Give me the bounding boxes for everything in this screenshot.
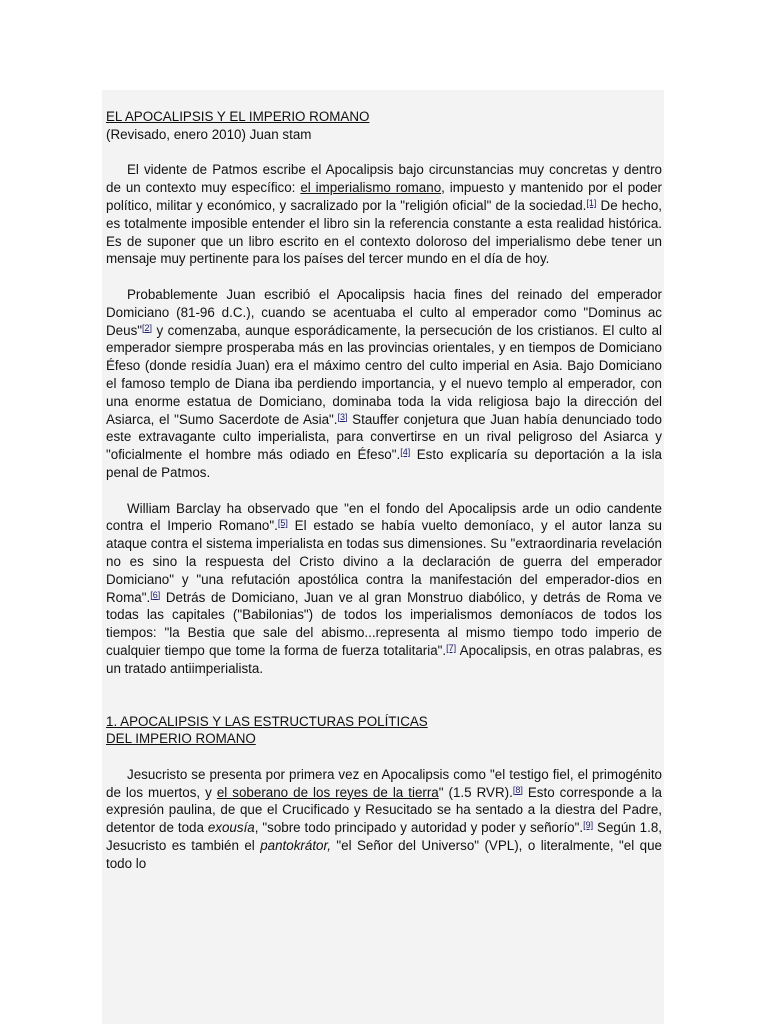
section-heading-line-2: DEL IMPERIO ROMANO (106, 731, 256, 747)
footnote-ref-3[interactable]: [3] (337, 411, 348, 422)
footnote-ref-6[interactable]: [6] (150, 589, 161, 600)
footnote-ref-7[interactable]: [7] (446, 642, 457, 653)
footnote-ref-1[interactable]: [1] (586, 197, 597, 208)
footnote-ref-2[interactable]: [2] (142, 322, 153, 333)
document-title: EL APOCALIPSIS Y EL IMPERIO ROMANO (106, 109, 370, 124)
paragraph-barclay: William Barclay ha observado que "en el fondo del Apocalipsis arde un odio candente contra el Imperio Romano".[5] El estado se había vuelto demoníaco, y el autor lanza su ataque contra el sistema imperialista en todas sus dimensiones. Su "extraordinaria revelación no es sino la respuesta del Cristo divino a la declaración de guerra del emperador Domiciano" y "una refutación apostólica contra la manifestación del emperador-dios en Roma".[6] Detrás de Domiciano, Juan ve al gran Monstruo diabólico, y detrás de Roma ve todas las capitales ("Babilonias") de todos los imperialismos demoníacos de todos los tiempos: "la Bestia que sale del abismo...representa al mismo tiempo todo imperio de cualquier tiempo que tome la forma de fuerza totalitaria".[7] Apocalipsis, en otras palabras, es un tratado antiimperialista. (106, 500, 662, 676)
paragraph-domiciano: Probablemente Juan escribió el Apocalipsis hacia fines del reinado del emperador Domiciano (81-96 d.C.), cuando se acentuaba el culto al emperador como "Dominus ac Deus"[2] y comenzaba, aunque esporádicamente, la persecución de los cristianos. El culto al emperador siempre prosperaba más en las provincias orientales, y en tiempos de Domiciano Éfeso (donde residía Juan) era el máximo centro del culto imperial en Asia. Bajo Domiciano el famoso templo de Diana iba perdiendo importancia, y el nuevo templo al emperador, con una enorme estatua de Domiciano, dominaba toda la vida religiosa bajo la dirección del Asiarca, el "Sumo Sacerdote de Asia".[3] Stauffer conjetura que Juan había denunciado todo este extravagante culto imperialista, para convertirse en un rival peligroso del Asiarca y "oficialmente el hombre más odiado en Éfeso".[4] Esto explicaría su deportación a la isla penal de Patmos. (106, 286, 662, 480)
paragraph-jesucristo: Jesucristo se presenta por primera vez en Apocalipsis como "el testigo fiel, el primogénito de los muertos, y el soberano de los reyes de la tierra" (1.5 RVR).[8] Esto corresponde a la expresión paulina, de que el Crucificado y Resucitado se ha sentado a la diestra del Padre, detentor de toda exousía, "sobre todo principado y autoridad y poder y señorío".[9] Según 1.8, Jesucristo es también el pantokrátor, "el Señor del Universo" (VPL), o literalmente, "el que todo lo (106, 766, 662, 871)
section-heading-line-1: 1. APOCALIPSIS Y LAS ESTRUCTURAS POLÍTICAS (106, 713, 428, 729)
paragraph-intro: El vidente de Patmos escribe el Apocalipsis bajo circunstancias muy concretas y dentro de un contexto muy específico: el imperialismo romano, impuesto y mantenido por el poder político, militar y económico, y sacralizado por la "religión oficial" de la sociedad.[1] De hecho, es totalmente imposible entender el libro sin la referencia constante a esta realidad histórica. Es de suponer que un libro escrito en el contexto doloroso del imperialismo debe tener un mensaje muy pertinente para los países del tercer mundo en el día de hoy. (106, 162, 662, 267)
footnote-ref-8[interactable]: [8] (512, 784, 523, 795)
footnote-ref-5[interactable]: [5] (277, 518, 288, 529)
link-imperialismo-romano[interactable]: el imperialismo romano (300, 180, 442, 196)
footnote-ref-4[interactable]: [4] (400, 447, 411, 458)
document-subtitle: (Revisado, enero 2010) Juan stam (106, 126, 312, 142)
footnote-ref-9[interactable]: [9] (583, 820, 594, 831)
link-soberano[interactable]: el soberano de los reyes de la tierra (216, 784, 439, 800)
document-body (106, 108, 662, 873)
